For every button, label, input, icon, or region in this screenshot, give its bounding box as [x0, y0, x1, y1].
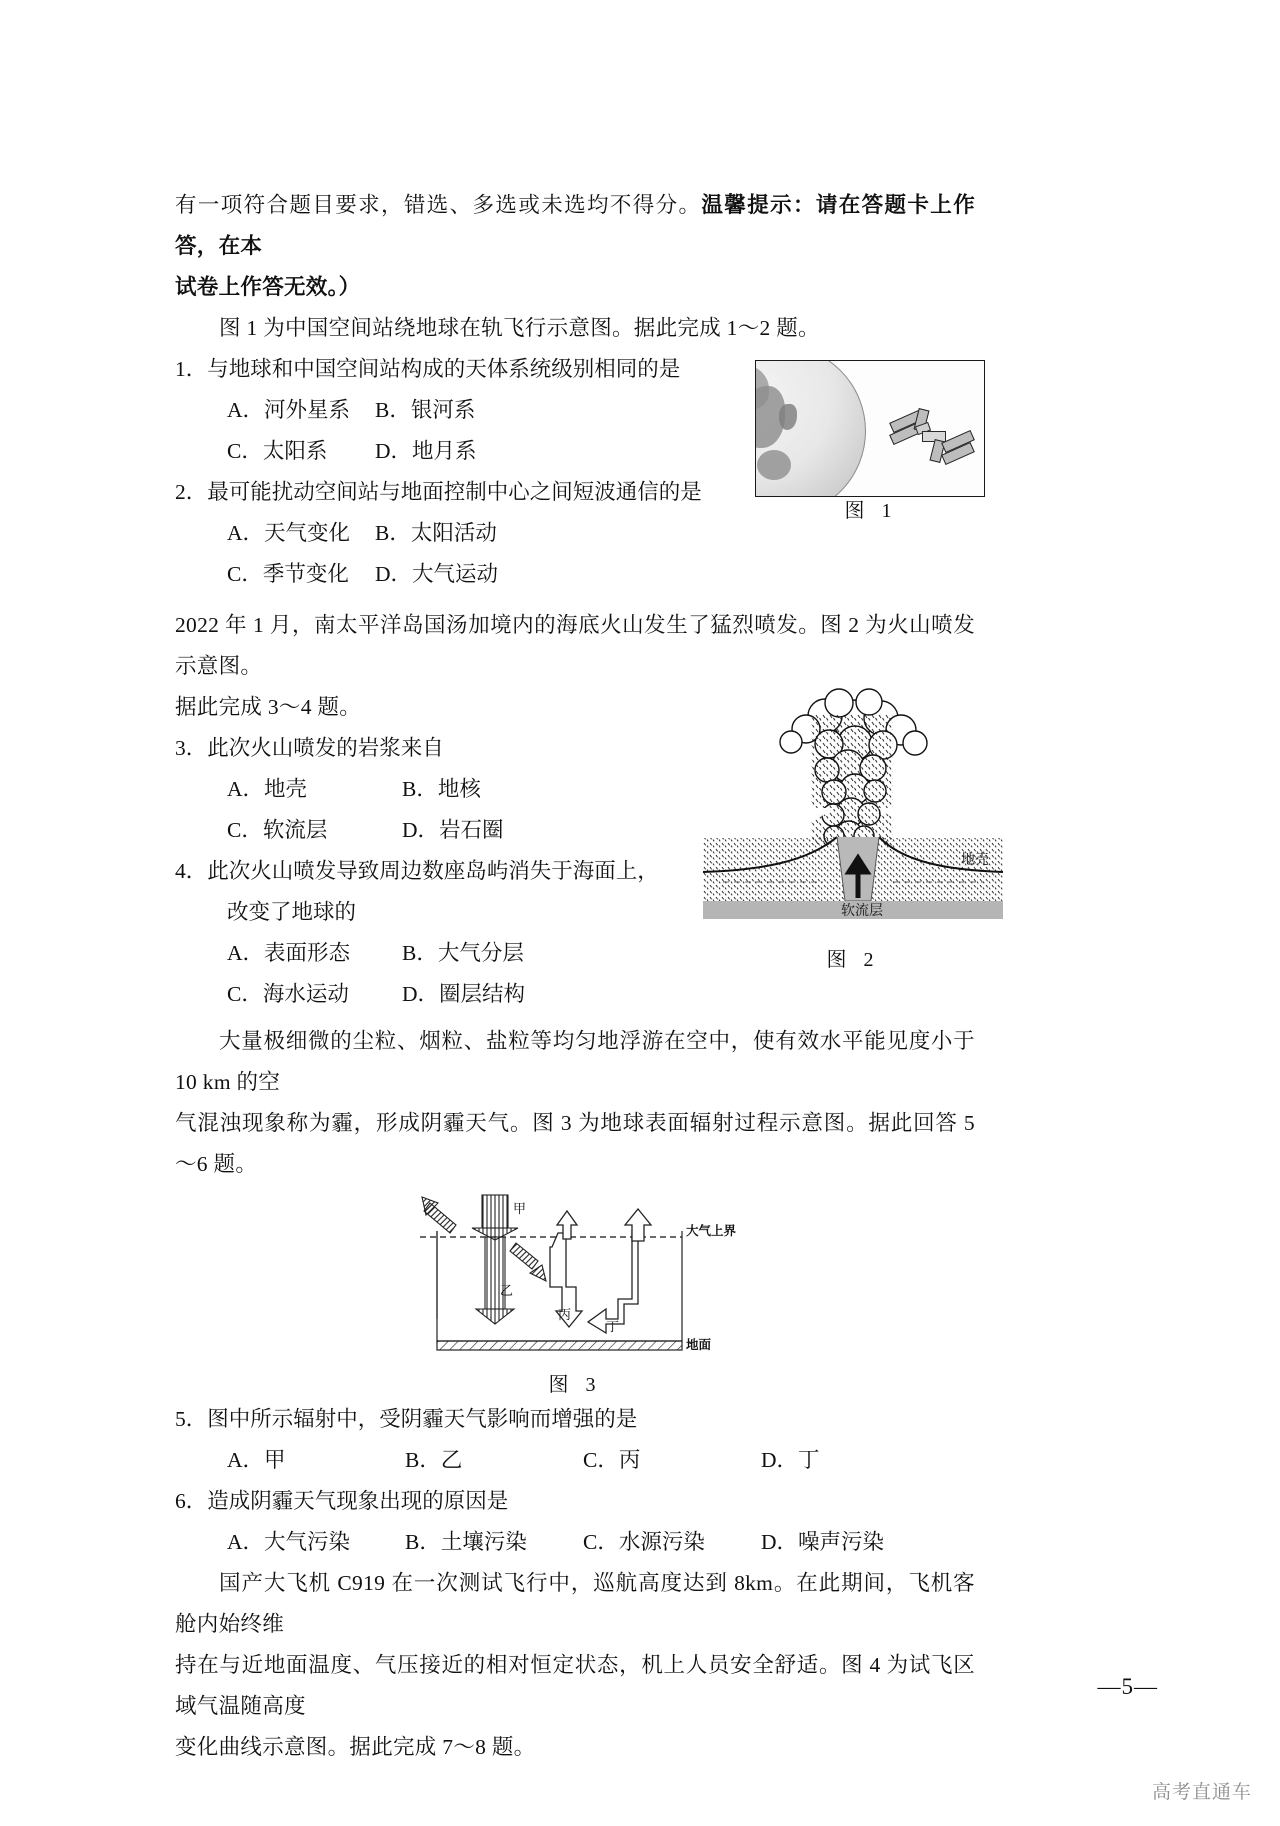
group-2-lead-line-2: 据此完成 3～4 题。: [175, 695, 362, 719]
option-6b[interactable]: B．土壤污染: [405, 1530, 527, 1554]
option-2d[interactable]: D．大气运动: [375, 562, 499, 586]
question-6-number: 6．: [175, 1489, 208, 1513]
option-2c[interactable]: C．季节变化: [227, 562, 349, 586]
question-group-2: [175, 728, 989, 1015]
question-1-number: 1．: [175, 357, 208, 381]
group-4-lead-line-3: 变化曲线示意图。据此完成 7～8 题。: [175, 1735, 536, 1759]
option-5d[interactable]: D．丁: [761, 1448, 820, 1472]
figure-1-caption: 图 1: [844, 500, 898, 522]
figure-3-caption: 图 3: [548, 1374, 602, 1396]
question-4-stem-line-1: 此次火山喷发导致周边数座岛屿消失于海面上，: [207, 859, 659, 883]
option-4d[interactable]: D．圈层结构: [402, 982, 526, 1006]
question-4-stem-line-2: 改变了地球的: [227, 900, 357, 924]
question-3-stem: 此次火山喷发的岩浆来自: [207, 736, 444, 760]
arrow-reflect-left: [422, 1197, 456, 1233]
figure-3-label-top: 大气上界: [686, 1224, 737, 1238]
figure-2-label-asthenosphere: 软流层: [841, 902, 883, 918]
option-6d[interactable]: D．噪声污染: [761, 1530, 885, 1554]
figure-2-image: [703, 686, 1003, 941]
figure-1-container: [755, 360, 987, 525]
option-2a[interactable]: A．天气变化: [227, 521, 351, 545]
question-4-options-row-2: [175, 974, 975, 1015]
option-5a[interactable]: A．甲: [227, 1448, 286, 1472]
option-3b[interactable]: B．地核: [402, 777, 481, 801]
option-6a[interactable]: A．大气污染: [227, 1530, 351, 1554]
svg-text:甲: 甲: [513, 1201, 527, 1216]
question-5: [175, 1399, 975, 1440]
option-1c[interactable]: C．太阳系: [227, 439, 328, 463]
svg-text:丙: 丙: [558, 1307, 572, 1322]
question-5-number: 5．: [175, 1407, 208, 1431]
question-5-stem: 图中所示辐射中，受阴霾天气影响而增强的是: [207, 1407, 638, 1431]
figure-1-image: [755, 360, 985, 497]
question-5-options: [175, 1440, 975, 1481]
intro-normal-text: 有一项符合题目要求，错选、多选或未选均不得分。: [175, 193, 702, 217]
option-4a[interactable]: A．表面形态: [227, 941, 351, 965]
option-6c[interactable]: C．水源污染: [583, 1530, 705, 1554]
page-number: —5—: [1097, 1674, 1158, 1699]
option-5b[interactable]: B．乙: [405, 1448, 463, 1472]
question-6-stem: 造成阴霾天气现象出现的原因是: [207, 1489, 509, 1513]
arrow-jia: [472, 1195, 526, 1240]
question-4-number: 4．: [175, 859, 208, 883]
option-3d[interactable]: D．岩石圈: [402, 818, 504, 842]
page-content: [175, 185, 989, 1768]
group-4-lead-line-2: 持在与近地面温度、气压接近的相对恒定状态，机上人员安全舒适。图 4 为试飞区域气温随高度: [175, 1653, 975, 1718]
group-4-lead-line-1: 国产大飞机 C919 在一次测试飞行中，巡航高度达到 8km。在此期间，飞机客舱内始终维: [175, 1571, 975, 1636]
option-4b[interactable]: B．大气分层: [402, 941, 524, 965]
question-1-stem: 与地球和中国空间站构成的天体系统级别相同的是: [207, 357, 681, 381]
option-3c[interactable]: C．软流层: [227, 818, 328, 842]
group-3-lead-line-2: 气混浊现象称为霾，形成阴霾天气。图 3 为地球表面辐射过程示意图。据此回答 5～6 题。: [175, 1111, 975, 1176]
option-1d[interactable]: D．地月系: [375, 439, 477, 463]
group-3-lead-line-1: 大量极细微的尘粒、烟粒、盐粒等均匀地浮游在空中，使有效水平能见度小于 10 km 的空: [175, 1029, 975, 1094]
question-6: [175, 1481, 975, 1522]
figure-3-container: [175, 1191, 975, 1399]
option-4c[interactable]: C．海水运动: [227, 982, 349, 1006]
question-3-number: 3．: [175, 736, 208, 760]
watermark-text: 高考直通车: [1151, 1782, 1252, 1803]
space-station-icon: [888, 407, 974, 465]
ground-band: [437, 1341, 682, 1350]
figure-3-image: [410, 1191, 740, 1366]
arrow-scatter-right: [510, 1243, 546, 1281]
group-2-lead-line-1: 2022 年 1 月，南太平洋岛国汤加境内的海底火山发生了猛烈喷发。图 2 为火山喷发示意图。: [175, 613, 975, 678]
intro-bold-text: 温馨提示：请在答题卡上作答，在本: [175, 193, 975, 258]
svg-text:丁: 丁: [606, 1319, 620, 1334]
arrow-yi: [476, 1237, 514, 1324]
option-5c[interactable]: C．丙: [583, 1448, 641, 1472]
svg-text:乙: 乙: [500, 1283, 514, 1298]
question-2-number: 2．: [175, 480, 208, 504]
figure-2-caption: 图 2: [826, 949, 880, 971]
arrow-ding: [588, 1231, 638, 1333]
option-1b[interactable]: B．银河系: [375, 398, 476, 422]
question-6-options: [175, 1522, 975, 1563]
figure-3-label-ground: 地面: [686, 1338, 712, 1352]
arrow-ding-up-head: [625, 1209, 651, 1241]
intro-paragraph: [175, 185, 975, 267]
landmass-shape: [757, 450, 791, 480]
question-2-options-row-2: [175, 554, 975, 595]
figure-2-label-crust: 地壳: [961, 851, 989, 867]
option-1a[interactable]: A．河外星系: [227, 398, 351, 422]
option-2b[interactable]: B．太阳活动: [375, 521, 497, 545]
option-3a[interactable]: A．地壳: [227, 777, 308, 801]
figure-2-container: [703, 686, 1003, 974]
intro-paragraph-line2: 试卷上作答无效。）: [175, 275, 361, 299]
group-1-lead: 图 1 为中国空间站绕地球在轨飞行示意图。据此完成 1～2 题。: [219, 316, 820, 340]
question-2-stem: 最可能扰动空间站与地面控制中心之间短波通信的是: [207, 480, 702, 504]
question-group-1: [175, 308, 975, 595]
